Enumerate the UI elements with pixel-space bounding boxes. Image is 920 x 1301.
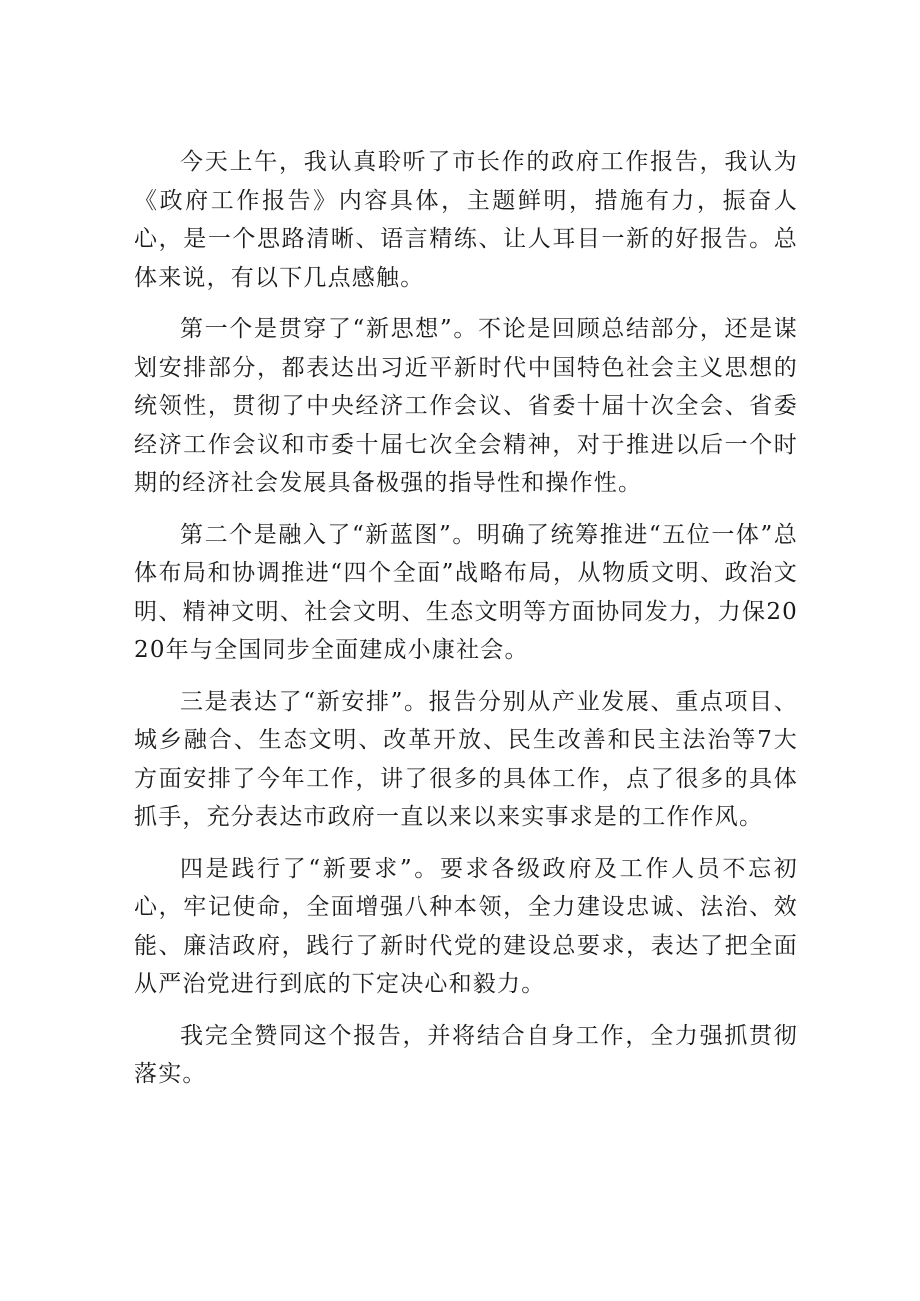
paragraph-new-blueprint: 第二个是融入了“新蓝图”。明确了统筹推进“五位一体”总体布局和协调推进“四个全面”战略布局，从物质文明、政治文明、精神文明、社会文明、生态文明等方面协同发力，力保2020年与全国同步全面建成小康社会。 [134, 521, 798, 663]
paragraph-new-arrangement: 三是表达了“新安排”。报告分别从产业发展、重点项目、城乡融合、生态文明、改革开放、民生改善和民主法治等7大方面安排了今年工作，讲了很多的具体工作，点了很多的具体抓手，充分表达市政府一直以来以来实事求是的工作作风。 [134, 688, 798, 830]
document-body [134, 143, 798, 1107]
paragraph-new-thought: 第一个是贯穿了“新思想”。不论是回顾总结部分，还是谋划安排部分，都表达出习近平新时代中国特色社会主义思想的统领性，贯彻了中央经济工作会议、省委十届十次全会、省委经济工作会议和市委十届七次全会精神，对于推进以后一个时期的经济社会发展具备极强的指导性和操作性。 [134, 316, 798, 496]
paragraph-conclusion: 我完全赞同这个报告，并将结合自身工作，全力强抓贯彻落实。 [134, 1022, 798, 1087]
paragraph-new-requirement: 四是践行了“新要求”。要求各级政府及工作人员不忘初心，牢记使命，全面增强八种本领，全力建设忠诚、法治、效能、廉洁政府，践行了新时代党的建设总要求，表达了把全面从严治党进行到底的下定决心和毅力。 [134, 855, 798, 997]
paragraph-intro: 今天上午，我认真聆听了市长作的政府工作报告，我认为《政府工作报告》内容具体，主题鲜明，措施有力，振奋人心，是一个思路清晰、语言精练、让人耳目一新的好报告。总体来说，有以下几点感触。 [134, 149, 798, 291]
